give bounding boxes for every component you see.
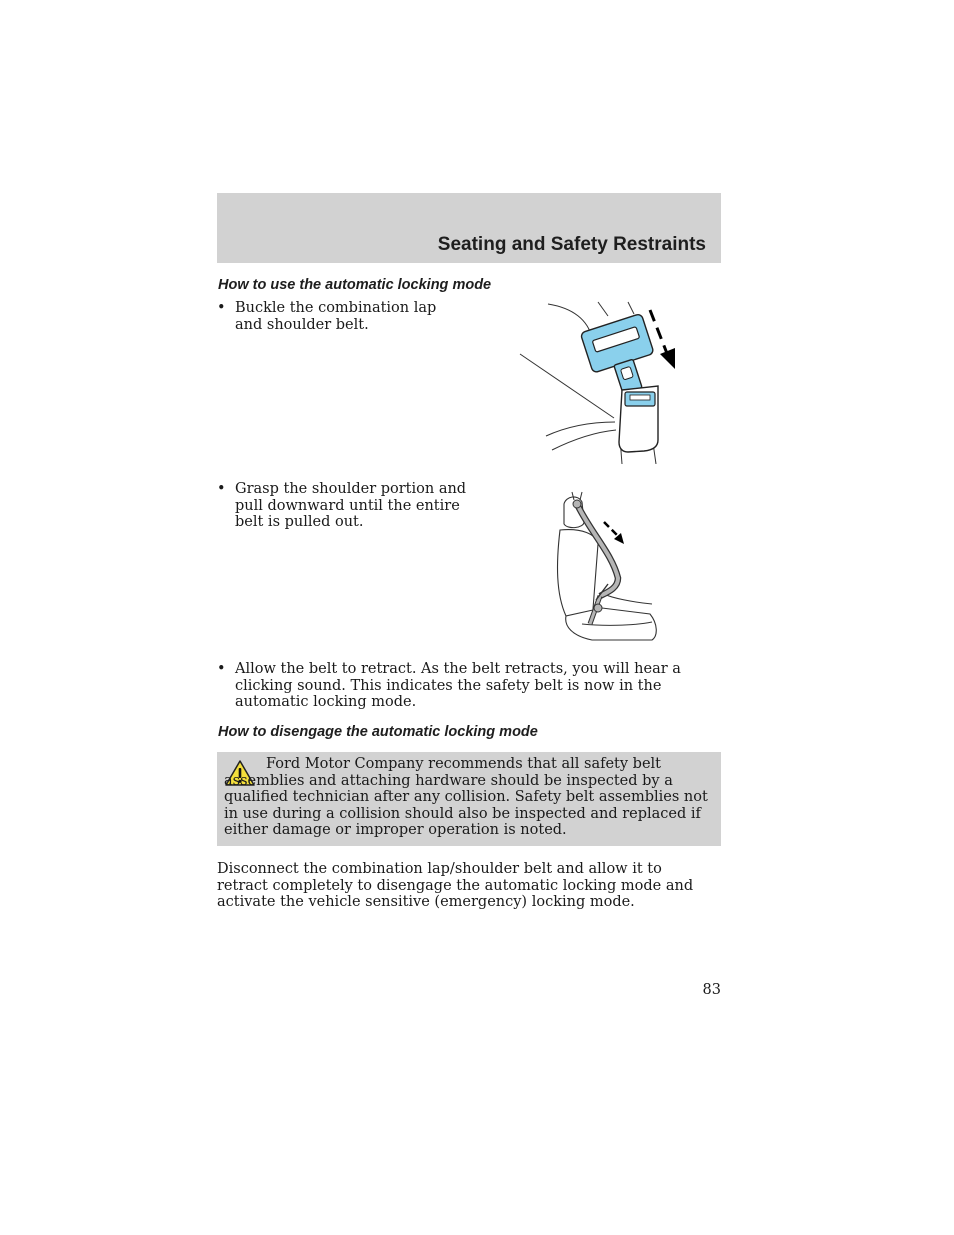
- bullet-text: Allow the belt to retract. As the belt retracts, you will hear a clicking sound. This indicates the safety belt is now in the automatic locking mode.: [235, 661, 681, 710]
- bullet-marker: •: [217, 300, 226, 316]
- list-item: [217, 300, 467, 333]
- buckle-receiver: [619, 386, 658, 452]
- subheading-disengage-locking-mode: How to disengage the automatic locking mode: [218, 724, 538, 740]
- seatback: [558, 530, 598, 622]
- list-item: [217, 661, 717, 711]
- page-title: Seating and Safety Restraints: [437, 234, 706, 255]
- warning-box: [217, 752, 721, 846]
- seat-outline-line: [546, 422, 615, 436]
- downward-arrow: [650, 310, 675, 369]
- bullet-marker: •: [217, 481, 226, 497]
- page-number: 83: [702, 982, 721, 998]
- pull-direction-arrow: [604, 522, 624, 544]
- bullet-text: Buckle the combination lap and shoulder belt.: [235, 300, 437, 333]
- list-item: [217, 481, 467, 531]
- seat-outline-line: [552, 430, 616, 450]
- belt-edge-line: [598, 302, 608, 316]
- section-header-band: [217, 193, 721, 263]
- warning-text: Ford Motor Company recommends that all safety belt assemblies and attaching hardware should be inspected by a qualified technician after any collision. Safety belt assemblies not in use during a collision should also be inspected and replaced if either damage or improper operation is noted.: [224, 756, 708, 838]
- subheading-use-locking-mode: How to use the automatic locking mode: [218, 277, 492, 293]
- shoulder-belt-pull-illustration: [552, 484, 662, 644]
- belt-edge-line: [628, 302, 634, 314]
- bullet-marker: •: [217, 661, 226, 677]
- body-paragraph: Disconnect the combination lap/shoulder belt and allow it to retract completely to disengage the automatic locking mode and activate the vehicle sensitive (emergency) locking mode.: [217, 861, 694, 910]
- bullet-text: Grasp the shoulder portion and pull downward until the entire belt is pulled out.: [235, 481, 467, 530]
- buckle-insertion-illustration: [518, 298, 683, 464]
